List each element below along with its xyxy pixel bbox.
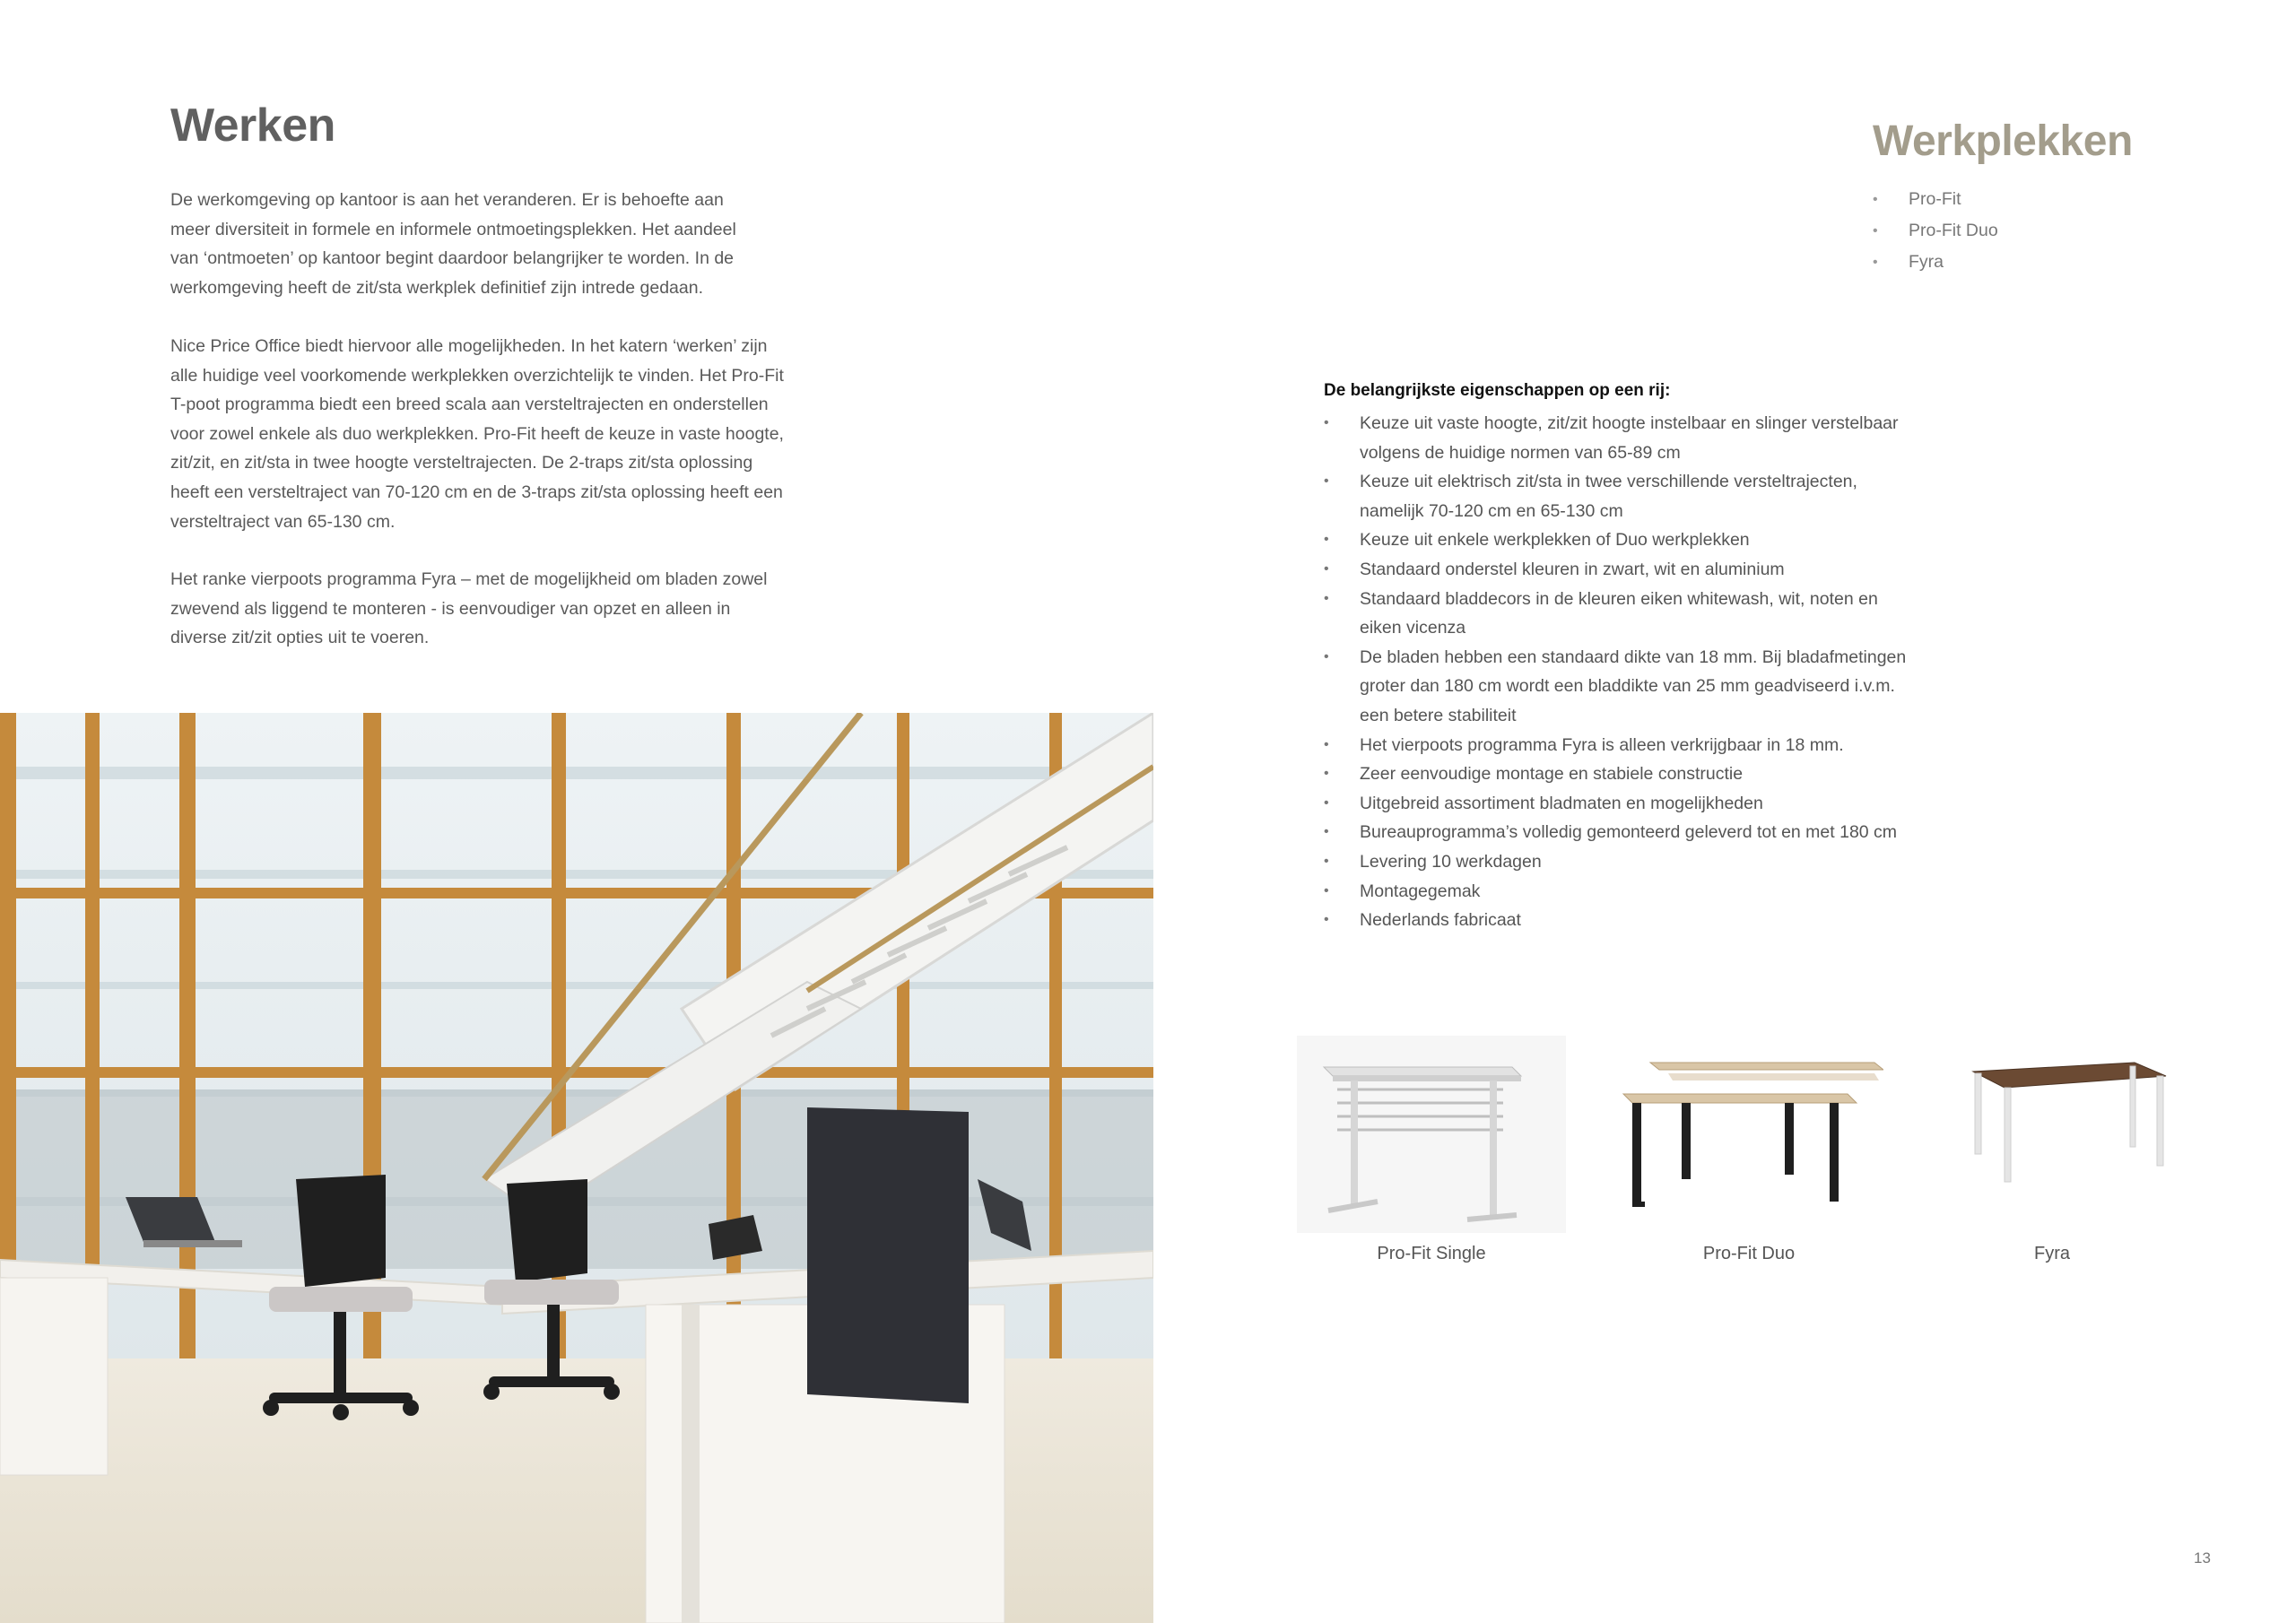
programs-paragraph	[170, 332, 816, 536]
feature-line: • De bladen hebben een standaard dikte van 18 mm. Bij bladafmetingen	[1360, 647, 1907, 667]
product-label: Pro-Fit Single	[1377, 1244, 1486, 1263]
text-line: heeft een versteltraject van 70-120 cm en de 3-traps zit/sta oplossing heeft een	[170, 482, 783, 502]
feature-line: volgens de huidige normen van 65-89 cm	[1360, 442, 1681, 463]
feature-item	[1324, 759, 1952, 789]
feature-line: • Keuze uit elektrisch zit/sta in twee verschillende versteltrajecten,	[1360, 472, 1857, 492]
text-line: alle huidige veel voorkomende werkplekken overzichtelijk te vinden. Het Pro-Fit	[170, 365, 784, 386]
feature-item	[1324, 555, 1952, 585]
feature-item	[1324, 906, 1952, 935]
feature-line: • Keuze uit enkele werkplekken of Duo werkplekken	[1360, 530, 1750, 551]
feature-item	[1324, 877, 1952, 907]
feature-item	[1324, 409, 1952, 467]
page-title: Werken	[170, 100, 335, 152]
text-line: versteltraject van 65-130 cm.	[170, 511, 396, 532]
feature-line: • Het vierpoots programma Fyra is alleen verkrijgbaar in 18 mm.	[1360, 734, 1844, 755]
text-line: van ‘ontmoeten’ op kantoor begint daardoor belangrijker te worden. In de	[170, 248, 735, 269]
text-line: diverse zit/zit opties uit te voeren.	[170, 628, 430, 648]
text-line: zwevend als liggend te monteren - is eenvoudiger van opzet en alleen in	[170, 598, 731, 619]
fyra-paragraph	[170, 565, 816, 653]
feature-line: eiken vicenza	[1360, 618, 1466, 638]
text-line: De werkomgeving op kantoor is aan het veranderen. Er is behoefte aan	[170, 190, 724, 210]
fyra-desk-icon	[1955, 1054, 2188, 1188]
feature-item	[1324, 585, 1952, 643]
feature-item	[1324, 467, 1952, 525]
product-list	[1873, 184, 1998, 278]
text-line: Nice Price Office biedt hiervoor alle mogelijkheden. In het katern ‘werken’ zijn	[170, 336, 768, 356]
feature-line: • Levering 10 werkdagen	[1360, 851, 1542, 872]
text-line: meer diversiteit in formele en informele ontmoetingsplekken. Het aandeel	[170, 219, 736, 239]
text-line: werkomgeving heeft de zit/sta werkplek definitief zijn intrede gedaan.	[170, 277, 703, 298]
feature-line: • Zeer eenvoudige montage en stabiele constructie	[1360, 764, 1744, 785]
list-item: • Pro-Fit	[1873, 184, 1998, 215]
text-line: voor zowel enkele als duo werkplekken. Pro-Fit heeft de keuze in vaste hoogte,	[170, 423, 784, 444]
text-line: zit/zit, en zit/sta in twee hoogte versteltrajecten. De 2-traps zit/sta oplossing	[170, 453, 753, 473]
pro-fit-single-desk-icon	[1297, 1036, 1566, 1233]
section-title: Werkplekken	[1873, 117, 2133, 165]
feature-line: namelijk 70-120 cm en 65-130 cm	[1360, 500, 1623, 521]
feature-item	[1324, 789, 1952, 819]
page-number: 13	[2194, 1549, 2211, 1567]
product-label: Pro-Fit Duo	[1702, 1244, 1796, 1263]
text-line: T-poot programma biedt een breed scala aan versteltrajecten en onderstellen	[170, 395, 769, 415]
feature-line: • Nederlands fabricaat	[1360, 910, 1521, 931]
feature-line: • Standaard onderstel kleuren in zwart, wit en aluminium	[1360, 559, 1785, 579]
feature-line: • Standaard bladdecors in de kleuren eiken whitewash, wit, noten en	[1360, 588, 1878, 609]
pro-fit-duo-desk-icon	[1614, 1054, 1883, 1233]
feature-line: • Uitgebreid assortiment bladmaten en mogelijkheden	[1360, 793, 1763, 813]
feature-item	[1324, 643, 1952, 731]
features-heading: De belangrijkste eigenschappen op een rij:	[1324, 381, 1671, 400]
product-label: Fyra	[2034, 1244, 2070, 1263]
feature-line: een betere stabiliteit	[1360, 705, 1517, 725]
office-photo	[0, 713, 1153, 1623]
intro-paragraph	[170, 186, 816, 302]
feature-line: • Bureauprogramma’s volledig gemonteerd geleverd tot en met 180 cm	[1360, 822, 1898, 843]
features-list	[1324, 409, 1952, 935]
feature-item	[1324, 731, 1952, 760]
feature-item	[1324, 847, 1952, 877]
feature-line: groter dan 180 cm wordt een bladdikte van 25 mm geadviseerd i.v.m.	[1360, 676, 1895, 697]
feature-item	[1324, 525, 1952, 555]
list-item: • Pro-Fit Duo	[1873, 215, 1998, 247]
feature-line: • Keuze uit vaste hoogte, zit/zit hoogte instelbaar en slinger verstelbaar	[1360, 413, 1899, 433]
feature-line: • Montagegemak	[1360, 881, 1481, 901]
list-item: • Fyra	[1873, 247, 1998, 278]
text-line: Het ranke vierpoots programma Fyra – met de mogelijkheid om bladen zowel	[170, 569, 768, 589]
feature-item	[1324, 818, 1952, 847]
